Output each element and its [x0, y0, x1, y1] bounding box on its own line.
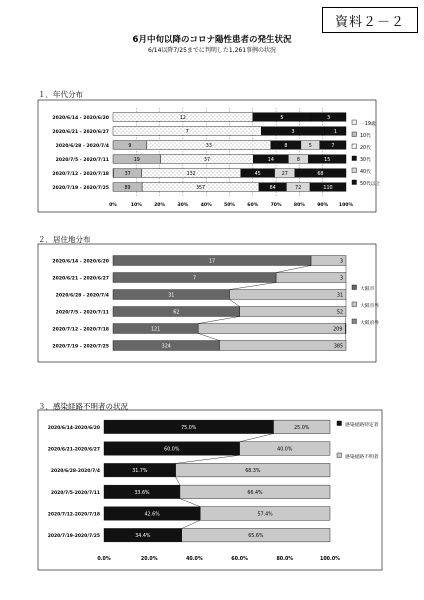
data-label: 52 — [336, 310, 343, 316]
series-connector — [240, 434, 274, 442]
x-tick-label: 10% — [130, 203, 142, 208]
legend-swatch — [337, 421, 342, 426]
legend-label: 10代 — [360, 134, 371, 139]
x-tick-label: 80% — [293, 203, 305, 208]
data-label: 68 — [317, 172, 324, 177]
data-label: 3 — [291, 130, 295, 135]
data-label: 324 — [161, 344, 171, 350]
legend-swatch — [352, 319, 357, 324]
x-tick-label: 100% — [338, 203, 354, 208]
series-connector — [180, 499, 200, 507]
section-title-age: １．年代分布 — [38, 90, 83, 99]
category-label: 2020/7/5 - 2020/7/11 — [55, 158, 109, 163]
data-label: 33 — [205, 144, 212, 149]
x-tick-label: 20.0% — [140, 557, 158, 562]
data-label: 17 — [208, 259, 216, 265]
bar-segment — [345, 324, 346, 334]
data-label: 45 — [254, 172, 261, 177]
bar-segment — [198, 324, 345, 334]
data-label: 89 — [124, 186, 131, 191]
legend-swatch — [352, 180, 357, 185]
x-tick-label: 0.0% — [97, 557, 111, 562]
legend-label: 40代 — [360, 170, 371, 175]
bar-segment — [276, 273, 346, 283]
category-label: 2020/6/21 - 2020/6/27 — [52, 130, 109, 135]
data-label: 65.6% — [248, 534, 264, 540]
data-label: 132 — [186, 172, 196, 177]
page-title: 6月中旬以降のコロナ陽性患者の発生状況 — [132, 35, 292, 45]
data-label: 37 — [124, 172, 131, 177]
bar-segment — [230, 290, 347, 300]
legend-label: 感染経路不明者 — [345, 455, 379, 460]
data-label: 57.4% — [257, 512, 273, 518]
series-connector — [176, 477, 180, 485]
data-label: 110 — [323, 186, 333, 191]
series-connector — [198, 333, 219, 340]
data-label: 3 — [339, 276, 343, 282]
data-label: 66.4% — [247, 490, 263, 496]
data-label: 31 — [168, 293, 175, 299]
legend-swatch — [352, 302, 357, 307]
data-label: 31.7% — [132, 469, 148, 475]
data-label: 7 — [331, 144, 335, 149]
data-label: 7 — [193, 276, 197, 282]
data-label: 5 — [280, 116, 284, 121]
data-label: 357 — [195, 186, 206, 191]
x-tick-label: 0% — [109, 203, 117, 208]
category-label: 2020/6/14 - 2020/6/20 — [52, 259, 109, 265]
data-label: 40.0% — [277, 447, 293, 453]
legend-swatch — [352, 168, 357, 173]
data-label: 7 — [185, 130, 189, 135]
data-label: 60.0% — [164, 447, 180, 453]
data-label: 5 — [308, 144, 312, 149]
x-tick-label: 80.0% — [276, 557, 294, 562]
bar-segment — [240, 307, 346, 317]
category-label: 2020/7/12 - 2020/7/18 — [52, 172, 109, 177]
legend-label: 大阪市外 — [360, 304, 380, 309]
legend-swatch — [352, 120, 357, 125]
category-label: 2020/7/19 - 2020/7/25 — [52, 344, 109, 350]
legend-label: 大阪市 — [360, 287, 375, 292]
x-tick-label: 40% — [200, 203, 212, 208]
series-connector — [345, 333, 346, 340]
data-label: 3 — [326, 116, 331, 121]
data-label: 9 — [128, 144, 132, 149]
x-tick-label: 20% — [154, 203, 166, 208]
x-tick-label: 60% — [247, 203, 259, 208]
data-label: 1 — [333, 130, 337, 135]
data-label: 209 — [333, 327, 343, 333]
x-tick-label: 60.0% — [231, 557, 248, 562]
category-label: 2020/6/14 - 2020/6/20 — [52, 116, 109, 121]
x-tick-label: 100.0% — [320, 557, 340, 562]
data-label: 42.6% — [144, 512, 160, 518]
data-label: 14 — [267, 158, 274, 163]
data-label: 27 — [281, 172, 288, 177]
category-label: 2020/6/28 - 2020/7/4 — [55, 144, 109, 149]
legend-swatch — [352, 156, 357, 161]
category-label: 2020/7/12-2020/7/18 — [47, 512, 100, 518]
page-subtitle: 6/14以降7/25までに判明した1,261事例の状況 — [147, 47, 277, 54]
x-tick-label: 70% — [270, 203, 282, 208]
document-badge: 資料２－２ — [322, 7, 418, 33]
data-label: 121 — [151, 327, 161, 333]
legend-swatch — [352, 285, 357, 290]
legend-label: 大阪府外 — [360, 321, 380, 326]
data-label: 34.4% — [135, 534, 151, 540]
x-tick-label: 50% — [224, 203, 235, 208]
data-label: 84 — [269, 186, 276, 191]
legend-label: 一19歳 — [360, 122, 376, 127]
category-label: 2020/7/19-2020/7/25 — [47, 534, 100, 540]
data-label: 8 — [296, 158, 300, 163]
series-connector — [176, 455, 240, 463]
x-tick-label: 30% — [177, 203, 189, 208]
legend-swatch — [352, 132, 357, 137]
series-connector — [345, 316, 346, 323]
series-connector — [276, 265, 311, 272]
series-connector — [230, 282, 277, 289]
bar-segment — [219, 341, 346, 351]
category-label: 2020/6/21 - 2020/6/27 — [52, 276, 109, 282]
data-label: 3 — [339, 259, 343, 265]
data-label: 62 — [173, 310, 180, 316]
legend-swatch — [352, 144, 357, 149]
category-label: 2020/7/12 - 2020/7/18 — [52, 327, 109, 333]
category-label: 2020/7/5-2020/7/11 — [50, 490, 100, 496]
series-connector — [182, 520, 201, 528]
data-label: 37 — [203, 158, 211, 163]
data-label: 8 — [284, 144, 288, 149]
data-label: 12 — [179, 116, 186, 121]
series-connector — [230, 299, 240, 306]
data-label: 19 — [133, 158, 140, 163]
category-label: 2020/6/28-2020/7/4 — [50, 469, 100, 475]
data-label: 31 — [336, 293, 343, 299]
category-label: 2020/6/21-2020/6/27 — [47, 447, 100, 453]
legend-label: 30代 — [360, 158, 371, 163]
category-label: 2020/7/5 - 2020/7/11 — [55, 310, 109, 316]
data-label: 33.6% — [134, 490, 150, 496]
category-label: 2020/6/28 - 2020/7/4 — [55, 293, 109, 299]
category-label: 2020/6/14-2020/6/20 — [47, 425, 100, 431]
data-label: 15 — [324, 158, 331, 163]
data-label: 25.0% — [294, 425, 310, 431]
legend-label: 50代以上 — [360, 182, 381, 187]
section-title-residence: ２．居住地分布 — [38, 235, 91, 244]
section-title-unknown-route: ３．感染経路不明者の状況 — [38, 402, 128, 411]
data-label: 68.3% — [245, 469, 261, 475]
legend-label: 感染経路特定者 — [345, 423, 379, 428]
legend-label: 20代 — [360, 146, 371, 151]
data-label: 72 — [295, 186, 302, 191]
x-tick-label: 40.0% — [186, 557, 203, 562]
data-label: 385 — [333, 344, 343, 350]
series-connector — [198, 316, 240, 323]
category-label: 2020/7/19 - 2020/7/25 — [52, 186, 109, 191]
x-tick-label: 90% — [317, 203, 329, 208]
legend-swatch — [337, 453, 342, 458]
data-label: 75.0% — [181, 425, 197, 431]
